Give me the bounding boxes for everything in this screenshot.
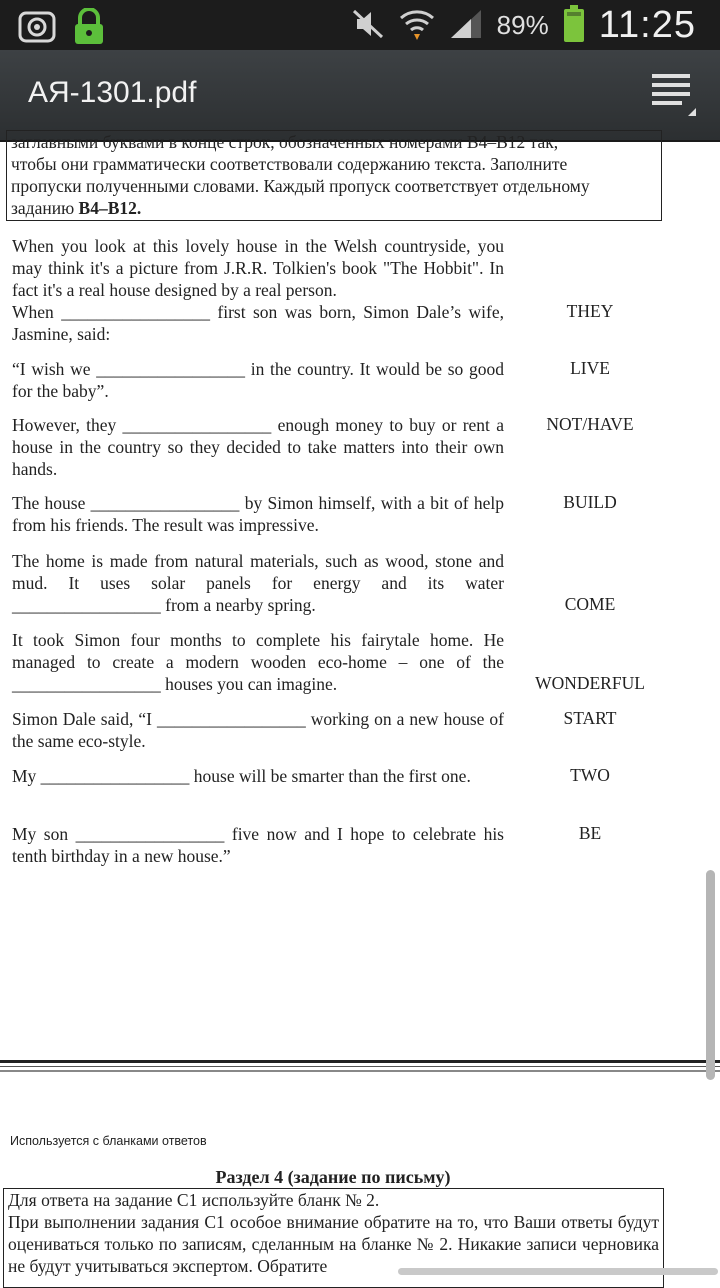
wifi-icon bbox=[399, 6, 435, 46]
task-text: My son _________________ five now and I hope to celebrate his tenth birthday in a new house.” bbox=[12, 824, 504, 866]
task-text: “I wish we _________________ in the country. It would be so good for the baby”. bbox=[12, 359, 504, 401]
horizontal-scrollbar[interactable] bbox=[398, 1268, 718, 1275]
task-text: The house _________________ by Simon himself, with a bit of help from his friends. The result was impressive. bbox=[12, 493, 504, 535]
instructions-line: чтобы они грамматически соответствовали содержанию текста. Заполните bbox=[11, 154, 568, 174]
task-row bbox=[12, 629, 712, 695]
clock: 11:25 bbox=[598, 4, 696, 46]
task-text: My _________________ house will be smarter than the first one. bbox=[12, 766, 471, 786]
task-row bbox=[12, 765, 712, 787]
task-word: START bbox=[563, 708, 617, 728]
task-box-paragraph: При выполнении задания C1 особое внимание обратите на то, что Ваши ответы будут оцениваться только по записям, сделанным на бланке № 2. Никакие записи черновика не будут учитываться экспертом. Обратите bbox=[8, 1212, 659, 1276]
instructions-line: пропуски полученными словами. Каждый пропуск соответствует отдельному bbox=[11, 176, 590, 196]
page-header-note: Используется с бланками ответов bbox=[10, 1134, 207, 1148]
task-row bbox=[12, 492, 712, 536]
task-row bbox=[12, 823, 712, 867]
task-word: TWO bbox=[570, 765, 610, 785]
signal-icon bbox=[449, 8, 483, 44]
task-box-line: Для ответа на задание C1 используйте бланк № 2. bbox=[8, 1190, 380, 1210]
section-title: Раздел 4 (задание по письму) bbox=[215, 1167, 451, 1187]
task-row bbox=[12, 358, 712, 402]
vertical-scrollbar[interactable] bbox=[706, 870, 715, 1080]
task-row bbox=[12, 708, 712, 752]
lock-app-icon bbox=[72, 8, 106, 50]
task-text: When _________________ first son was born, Simon Dale’s wife, Jasmine, said: bbox=[12, 302, 504, 344]
pdf-page[interactable] bbox=[0, 132, 720, 1280]
task-word: BE bbox=[578, 823, 602, 843]
task-text: The home is made from natural materials, such as wood, stone and mud. It uses solar panels for energy and its water _________________ from a nearby spring. bbox=[12, 551, 504, 615]
instructions-box bbox=[6, 130, 662, 221]
task-row bbox=[12, 301, 712, 345]
menu-icon bbox=[648, 103, 698, 122]
page-divider bbox=[0, 1066, 720, 1067]
battery-percent: 89% bbox=[496, 10, 549, 40]
task-word: THEY bbox=[566, 301, 614, 321]
status-bar bbox=[0, 0, 720, 50]
task-text: It took Simon four months to complete his fairytale home. He managed to create a modern wooden eco-home – one of the _________________ houses you can imagine. bbox=[12, 630, 504, 694]
task-text: Simon Dale said, “I _________________ working on a new house of the same eco-style. bbox=[12, 709, 504, 751]
task-word: NOT/HAVE bbox=[546, 414, 634, 434]
instructions-line: заглавными буквами в конце строк, обозначенных номерами B4–B12 так, bbox=[11, 132, 559, 152]
document-title: АЯ-1301.pdf bbox=[28, 76, 197, 109]
intro-paragraph: When you look at this lovely house in the Welsh countryside, you may think it's a picture from J.R.R. Tolkien's book "The Hobbit". In fact it's a real house designed by a real person. bbox=[12, 236, 504, 300]
screenshot-app-icon bbox=[18, 9, 56, 49]
task-text: However, they _________________ enough money to buy or rent a house in the country so they decided to take matters into their own hands. bbox=[12, 415, 504, 479]
app-bar bbox=[0, 50, 720, 142]
mute-icon bbox=[351, 7, 385, 45]
task-word: WONDERFUL bbox=[535, 673, 645, 693]
instructions-line: заданию B4–B12. bbox=[11, 198, 142, 218]
battery-icon bbox=[563, 5, 585, 47]
task-row bbox=[12, 550, 712, 616]
task-word: COME bbox=[564, 594, 616, 614]
menu-button[interactable] bbox=[648, 68, 698, 118]
task-word: BUILD bbox=[563, 492, 617, 512]
task-word: LIVE bbox=[570, 358, 610, 378]
task-row bbox=[12, 414, 712, 480]
page-divider bbox=[0, 1070, 720, 1072]
page-divider bbox=[0, 1060, 720, 1063]
